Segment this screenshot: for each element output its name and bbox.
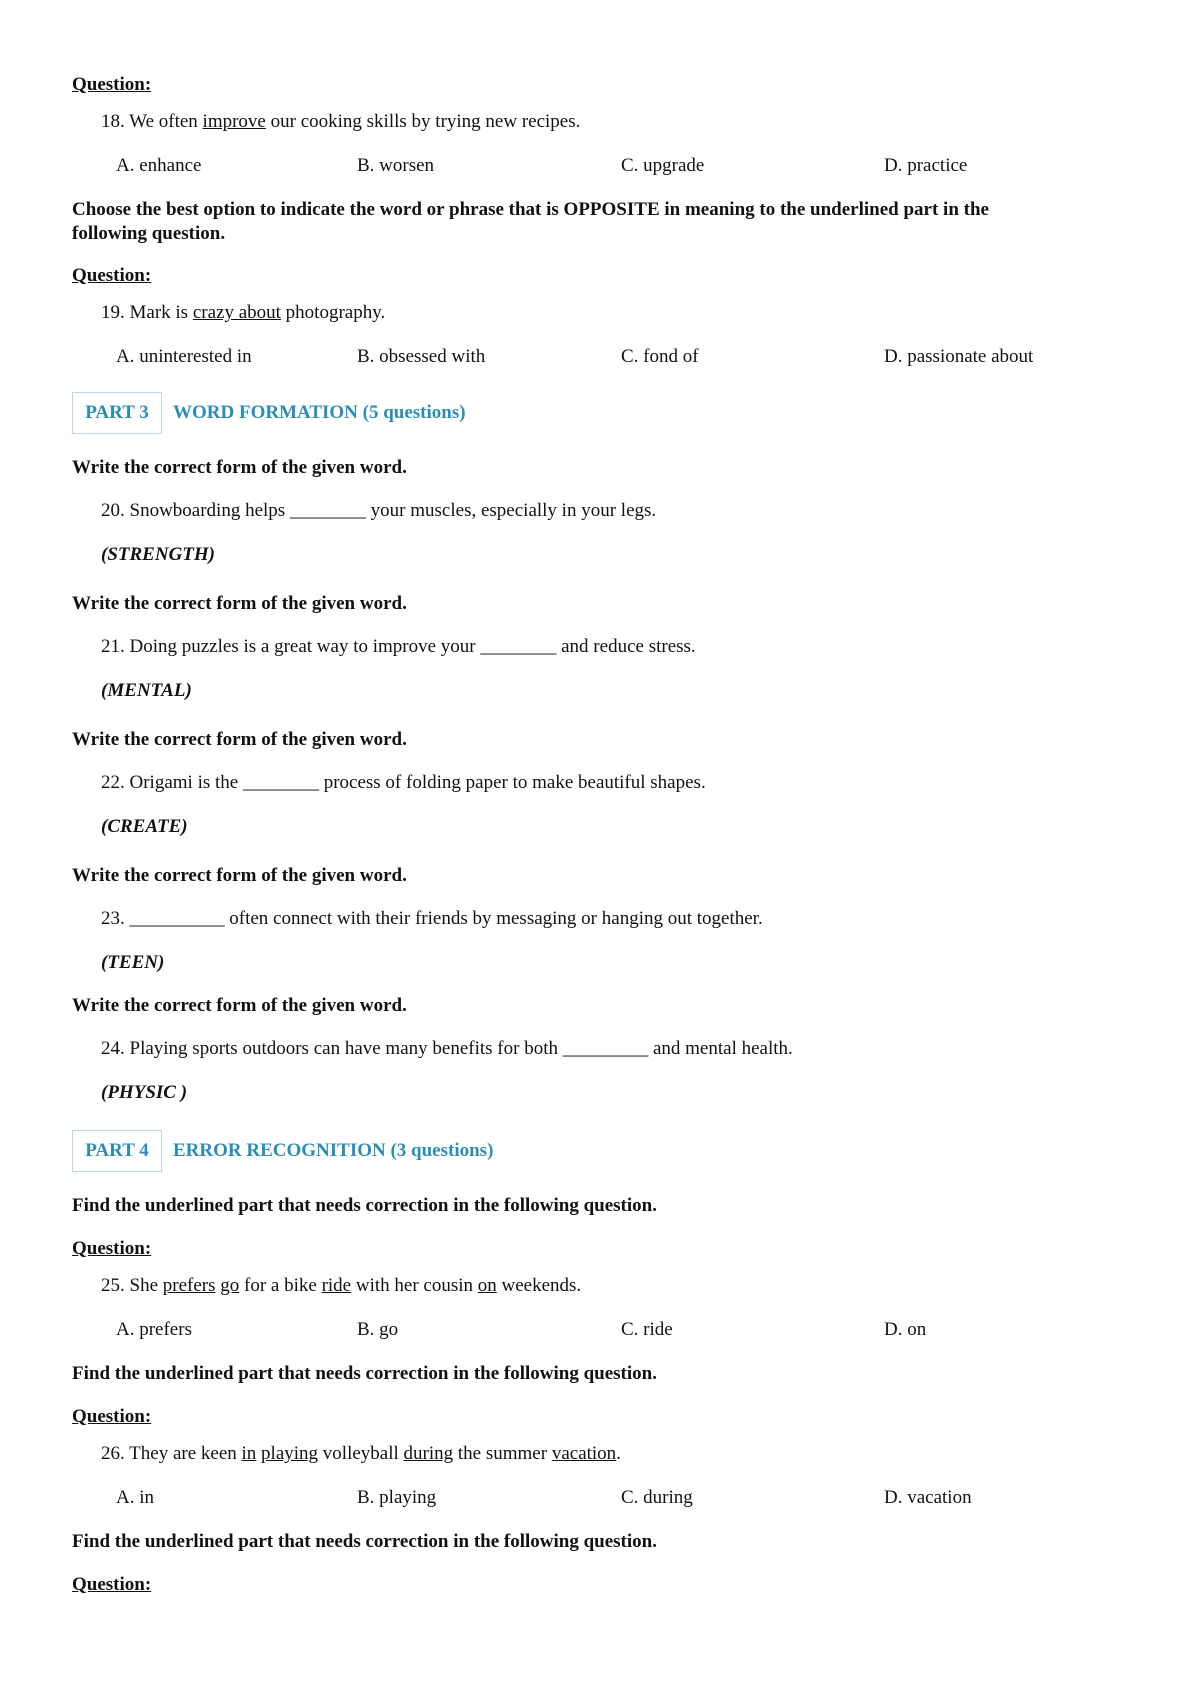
instruction-word-formation: Write the correct form of the given word. xyxy=(72,593,407,614)
option-d[interactable]: D. on xyxy=(884,1319,927,1340)
option-b[interactable]: B. playing xyxy=(357,1487,437,1508)
option-d[interactable]: D. practice xyxy=(884,155,968,176)
option-d[interactable]: D. vacation xyxy=(884,1487,972,1508)
question-19-stem: 19. Mark is crazy about photography. xyxy=(101,302,386,323)
question-21-stem: 21. Doing puzzles is a great way to improve your ________ and reduce stress. xyxy=(101,636,696,657)
option-a[interactable]: A. prefers xyxy=(116,1319,192,1340)
question-23-stem: 23. __________ often connect with their friends by messaging or hanging out together. xyxy=(101,908,763,929)
question-22-stem: 22. Origami is the ________ process of folding paper to make beautiful shapes. xyxy=(101,772,706,793)
instruction-opposite: Choose the best option to indicate the word or phrase that is OPPOSITE in meaning to the underlined part in the following question. xyxy=(72,199,989,244)
option-c[interactable]: C. fond of xyxy=(621,346,699,367)
instruction-error: Find the underlined part that needs correction in the following question. xyxy=(72,1195,657,1216)
option-c[interactable]: C. ride xyxy=(621,1319,673,1340)
option-a[interactable]: A. uninterested in xyxy=(116,346,252,367)
question-label: Question: xyxy=(72,1574,152,1595)
question-24-stem: 24. Playing sports outdoors can have many benefits for both _________ and mental health. xyxy=(101,1038,793,1059)
part-3-tag: PART 3 xyxy=(72,392,162,434)
underlined-phrase: crazy about xyxy=(192,302,281,323)
instruction-word-formation: Write the correct form of the given word. xyxy=(72,457,407,478)
question-23-hint: (TEEN) xyxy=(101,952,165,973)
question-21-hint: (MENTAL) xyxy=(101,680,192,701)
option-d[interactable]: D. passionate about xyxy=(884,346,1034,367)
question-20-hint: (STRENGTH) xyxy=(101,544,215,565)
instruction-word-formation: Write the correct form of the given word. xyxy=(72,729,407,750)
option-b[interactable]: B. worsen xyxy=(357,155,435,176)
option-a[interactable]: A. in xyxy=(116,1487,154,1508)
question-24-hint: (PHYSIC ) xyxy=(101,1082,188,1103)
option-c[interactable]: C. upgrade xyxy=(621,155,705,176)
option-c[interactable]: C. during xyxy=(621,1487,693,1508)
part-4-title: ERROR RECOGNITION (3 questions) xyxy=(173,1140,494,1161)
instruction-word-formation: Write the correct form of the given word. xyxy=(72,995,407,1016)
part-3-title: WORD FORMATION (5 questions) xyxy=(173,402,466,423)
option-a[interactable]: A. enhance xyxy=(116,155,202,176)
question-label: Question: xyxy=(72,265,152,286)
question-18-stem: 18. We often improve our cooking skills by trying new recipes. xyxy=(101,111,581,132)
question-20-stem: 20. Snowboarding helps ________ your muscles, especially in your legs. xyxy=(101,500,657,521)
question-26-stem: 26. They are keen in playing volleyball during the summer vacation. xyxy=(101,1443,621,1464)
question-label: Question: xyxy=(72,74,152,95)
question-25-stem: 25. She prefers go for a bike ride with her cousin on weekends. xyxy=(101,1275,582,1296)
instruction-error: Find the underlined part that needs correction in the following question. xyxy=(72,1531,657,1552)
option-b[interactable]: B. obsessed with xyxy=(357,346,486,367)
instruction-word-formation: Write the correct form of the given word. xyxy=(72,865,407,886)
question-22-hint: (CREATE) xyxy=(101,816,188,837)
underlined-word: improve xyxy=(202,111,266,132)
option-b[interactable]: B. go xyxy=(357,1319,399,1340)
question-label: Question: xyxy=(72,1406,152,1427)
part-4-tag: PART 4 xyxy=(72,1130,162,1172)
question-label: Question: xyxy=(72,1238,152,1259)
instruction-error: Find the underlined part that needs correction in the following question. xyxy=(72,1363,657,1384)
